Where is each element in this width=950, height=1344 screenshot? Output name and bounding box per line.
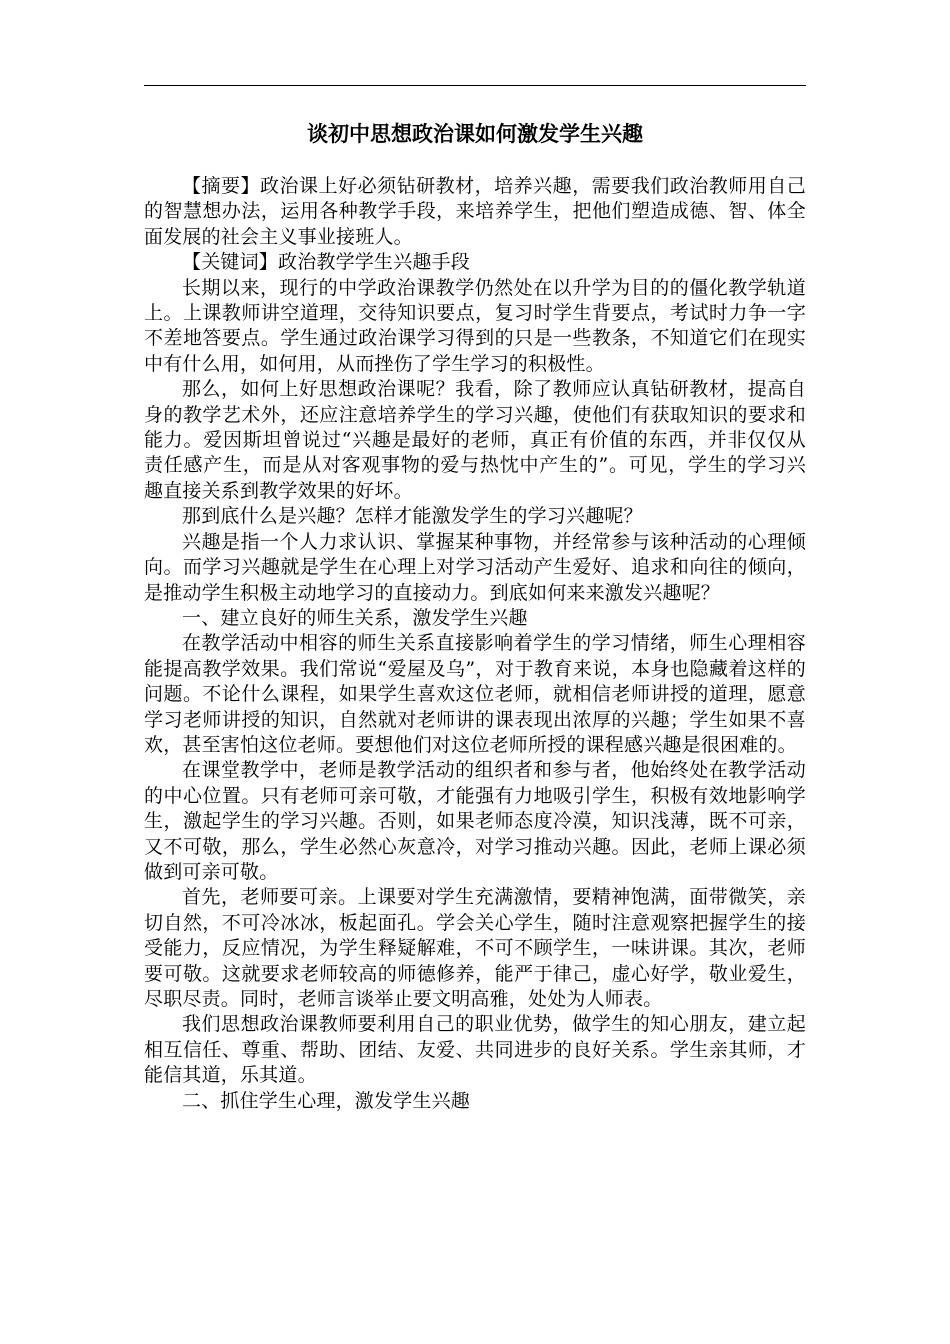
abstract-paragraph: 【摘要】政治课上好必须钻研教材，培养兴趣，需要我们政治教师用自己的智慧想办法，运用各种教学手段，来培养学生，把他们塑造成德、智、体全面发展的社会主义事业接班人。 bbox=[144, 175, 806, 248]
body-paragraph: 在教学活动中相容的师生关系直接影响着学生的学习情绪，师生心理相容能提高教学效果。我们常说“爱屋及乌”，对于教育来说，本身也隐藏着这样的问题。不论什么课程，如果学生喜欢这位老师，就相信老师讲授的道理，愿意学习老师讲授的知识，自然就对老师讲的课表现出浓厚的兴趣；学生如果不喜欢，甚至害怕这位老师。要想他们对这位老师所授的课程感兴趣是很困难的。 bbox=[144, 632, 806, 756]
section-heading: 二、抓住学生心理，激发学生兴趣 bbox=[182, 1089, 471, 1112]
body-paragraph: 首先，老师要可亲。上课要对学生充满激情，要精神饱满，面带微笑，亲切自然，不可冷冰冰，板起面孔。学会关心学生，随时注意观察把握学生的接受能力，反应情况，为学生释疑解难，不可不顾学生，一味讲课。其次，老师要可敬。这就要求老师较高的师德修养，能严于律己，虚心好学，敬业爱生，尽职尽责。同时，老师言谈举止要文明高雅，处处为人师表。 bbox=[144, 886, 806, 1010]
keywords-paragraph: 【关键词】政治教学学生兴趣手段 bbox=[182, 251, 471, 274]
body-paragraph: 长期以来，现行的中学政治课教学仍然处在以升学为目的的僵化教学轨道上。上课教师讲空道理，交待知识要点，复习时学生背要点，考试时力争一字不差地答要点。学生通过政治课学习得到的只是一些教条，不知道它们在现实中有什么用，如何用，从而挫伤了学生学习的积极性。 bbox=[144, 276, 806, 375]
document-body bbox=[144, 174, 806, 1114]
body-paragraph: 我们思想政治课教师要利用自己的职业优势，做学生的知心朋友，建立起相互信任、尊重、帮助、团结、友爱、共同进步的良好关系。学生亲其师，才能信其道，乐其道。 bbox=[144, 1013, 806, 1087]
body-paragraph: 在课堂教学中，老师是教学活动的组织者和参与者，他始终处在教学活动的中心位置。只有老师可亲可敬，才能强有力地吸引学生，积极有效地影响学生，激起学生的学习兴趣。否则，如果老师态度冷漠，知识浅薄，既不可亲，又不可敬，那么，学生必然心灰意冷，对学习推动兴趣。因此，老师上课必须做到可亲可敬。 bbox=[144, 759, 806, 883]
document-title: 谈初中思想政治课如何激发学生兴趣 bbox=[307, 122, 643, 146]
section-heading: 一、建立良好的师生关系，激发学生兴趣 bbox=[182, 606, 528, 629]
body-paragraph: 兴趣是指一个人力求认识、掌握某种事物，并经常参与该种活动的心理倾向。而学习兴趣就是学生在心理上对学习活动产生爱好、追求和向往的倾向，是推动学生积极主动地学习的直接动力。到底如何来来激发兴趣呢？ bbox=[144, 530, 806, 604]
header-rule bbox=[144, 85, 806, 86]
body-paragraph: 那么，如何上好思想政治课呢？我看，除了教师应认真钻研教材，提高自身的教学艺术外，还应注意培养学生的学习兴趣，使他们有获取知识的要求和能力。爱因斯坦曾说过“兴趣是最好的老师，真正有价值的东西，并非仅仅从责任感产生，而是从对客观事物的爱与热忱中产生的”。可见，学生的学习兴趣直接关系到教学效果的好坏。 bbox=[144, 378, 806, 502]
body-paragraph: 那到底什么是兴趣？怎样才能激发学生的学习兴趣呢？ bbox=[182, 505, 643, 528]
